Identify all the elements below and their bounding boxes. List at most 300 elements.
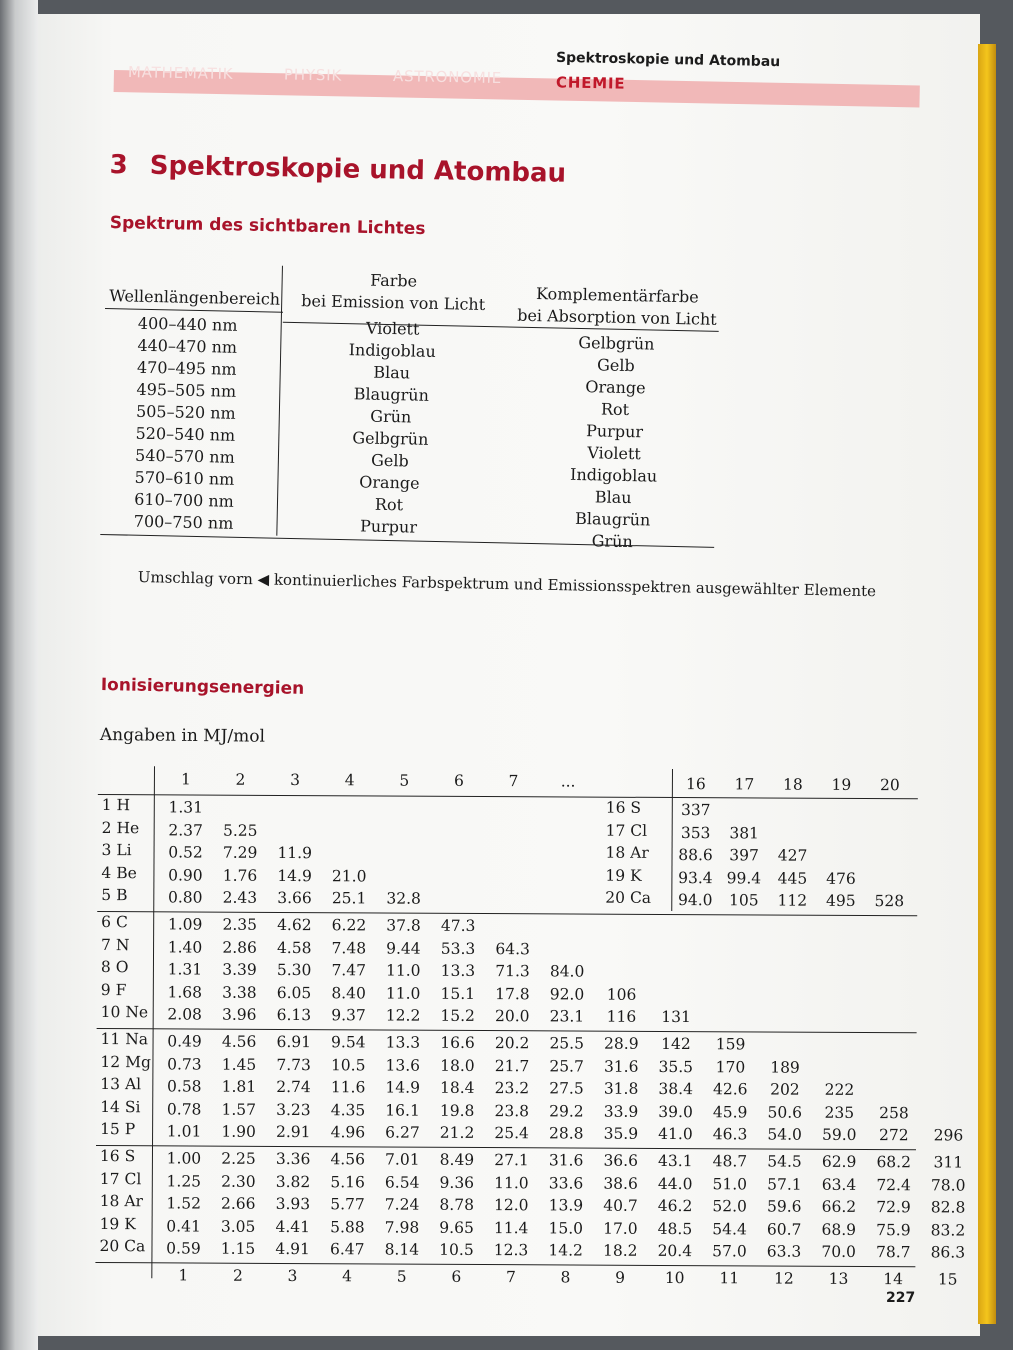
energy-value: 60.7 xyxy=(766,1220,802,1239)
energy-value: 3.93 xyxy=(275,1195,311,1214)
tab-astronomie: ASTRONOMIE xyxy=(392,66,503,88)
absorption-column xyxy=(502,330,727,555)
element-label: 15 P xyxy=(100,1120,136,1139)
energy-value: 4.41 xyxy=(275,1217,311,1236)
energy-value: 37.8 xyxy=(386,916,421,935)
energy-value: 5.25 xyxy=(222,821,258,840)
energy-value: 54.5 xyxy=(767,1152,802,1171)
energy-value: 20.4 xyxy=(657,1242,693,1261)
header-rule xyxy=(98,794,918,800)
energy-value: 2.86 xyxy=(222,938,257,957)
header-emission-line2: bei Emission von Licht xyxy=(301,291,486,314)
energy-value: 528 xyxy=(874,892,905,911)
energy-value: 0.41 xyxy=(166,1217,201,1236)
energy-value: 11.0 xyxy=(386,961,421,980)
column-header: 7 xyxy=(508,772,519,791)
energy-value: 72.4 xyxy=(876,1175,911,1194)
absorption-color-cell: Gelb xyxy=(596,355,635,376)
absorption-color-cell: Purpur xyxy=(585,421,644,442)
energy-value: 38.6 xyxy=(603,1174,638,1193)
book-gutter xyxy=(0,0,38,1350)
units-note: Angaben in MJ/mol xyxy=(99,725,266,747)
energy-value: 11.0 xyxy=(494,1173,529,1192)
element-label: 10 Ne xyxy=(100,1003,149,1022)
energy-value: 20.0 xyxy=(494,1007,530,1026)
energy-value: 3.82 xyxy=(275,1172,311,1191)
tab-chemie: CHEMIE xyxy=(555,73,626,93)
energy-value: 272 xyxy=(879,1126,909,1145)
energy-value: 9.54 xyxy=(331,1033,366,1052)
element-label: 8 O xyxy=(100,958,129,977)
energy-value: 2.74 xyxy=(276,1078,311,1097)
absorption-color-cell: Indigoblau xyxy=(569,464,658,486)
energy-value: 3.23 xyxy=(276,1100,311,1119)
energy-value: 21.2 xyxy=(439,1124,475,1143)
energy-value: 235 xyxy=(824,1103,855,1122)
energy-value: 25.5 xyxy=(549,1034,585,1053)
energy-value: 6.54 xyxy=(384,1173,420,1192)
column-footer: 13 xyxy=(828,1269,849,1288)
wavelength-cell: 400–440 nm xyxy=(137,313,238,335)
element-label: 11 Na xyxy=(100,1030,149,1049)
column-header: 6 xyxy=(453,771,464,790)
energy-value: 381 xyxy=(729,823,760,843)
energy-value: 62.9 xyxy=(821,1152,857,1171)
energy-value: 6.13 xyxy=(276,1006,312,1025)
energy-value: 3.38 xyxy=(222,983,257,1002)
column-footer: 2 xyxy=(232,1266,243,1285)
energy-value: 83.2 xyxy=(930,1221,966,1240)
energy-value: 2.35 xyxy=(222,915,258,934)
energy-value: 397 xyxy=(729,846,759,865)
element-label: 16 S xyxy=(605,798,642,817)
energy-value: 0.73 xyxy=(167,1054,202,1074)
energy-value: 105 xyxy=(728,891,759,910)
emission-color-cell: Purpur xyxy=(359,516,418,537)
energy-value: 33.6 xyxy=(548,1173,584,1193)
energy-value: 0.59 xyxy=(166,1239,201,1258)
energy-value: 0.90 xyxy=(168,866,203,885)
energy-value: 112 xyxy=(777,891,808,911)
energy-value: 311 xyxy=(933,1153,964,1172)
header-emission xyxy=(295,268,492,316)
spectrum-table xyxy=(98,262,724,565)
energy-value: 11.0 xyxy=(385,984,421,1003)
energy-value: 10.5 xyxy=(330,1055,366,1074)
energy-value: 222 xyxy=(824,1080,855,1100)
energy-value: 14.2 xyxy=(548,1241,583,1260)
energy-value: 337 xyxy=(680,801,711,820)
energy-value: 59.6 xyxy=(766,1197,802,1216)
wavelength-cell: 570–610 nm xyxy=(134,467,235,489)
element-label: 16 S xyxy=(99,1147,136,1166)
energy-value: 18.4 xyxy=(440,1078,475,1098)
energy-value: 20.2 xyxy=(494,1034,530,1053)
emission-color-cell: Blaugrün xyxy=(353,384,430,405)
energy-value: 31.6 xyxy=(603,1057,639,1076)
energy-value: 4.56 xyxy=(221,1032,257,1051)
column-footer: 11 xyxy=(719,1269,740,1288)
energy-value: 40.7 xyxy=(603,1196,638,1216)
energy-value: 63.4 xyxy=(821,1175,857,1194)
energy-value: 1.25 xyxy=(166,1171,202,1191)
energy-value: 13.9 xyxy=(548,1196,584,1215)
energy-value: 7.98 xyxy=(384,1218,420,1237)
emission-color-cell: Grün xyxy=(370,406,412,427)
energy-value: 0.58 xyxy=(167,1077,202,1096)
cross-reference: Umschlag vorn ◀ kontinuierliches Farbspektrum und Emissionsspektren ausgewählter Elemente xyxy=(137,568,877,601)
emission-color-cell: Blau xyxy=(373,362,411,383)
energy-value: 38.4 xyxy=(658,1080,694,1099)
energy-value: 48.7 xyxy=(712,1152,748,1171)
energy-value: 3.39 xyxy=(222,960,257,980)
wavelength-cell: 520–540 nm xyxy=(135,423,236,445)
energy-value: 78.7 xyxy=(875,1243,911,1262)
energy-value: 45.9 xyxy=(712,1103,748,1122)
emission-color-cell: Gelb xyxy=(370,450,409,471)
energy-value: 16.6 xyxy=(440,1033,475,1052)
energy-value: 2.66 xyxy=(220,1194,256,1214)
column-footer: 1 xyxy=(178,1266,189,1285)
element-label: 17 Cl xyxy=(605,821,648,840)
energy-value: 0.78 xyxy=(166,1100,202,1119)
element-label: 12 Mg xyxy=(100,1052,151,1071)
energy-value: 11.9 xyxy=(277,844,313,863)
energy-value: 44.0 xyxy=(657,1174,693,1193)
energy-value: 14.9 xyxy=(385,1078,421,1097)
wavelength-cell: 505–520 nm xyxy=(135,401,236,423)
energy-value: 47.3 xyxy=(440,916,476,935)
tab-physik: PHYSIK xyxy=(283,65,343,85)
energy-value: 6.47 xyxy=(329,1240,365,1259)
energy-value: 27.1 xyxy=(494,1151,529,1170)
energy-value: 8.78 xyxy=(439,1195,475,1215)
element-label: 5 B xyxy=(101,886,128,905)
energy-value: 1.76 xyxy=(222,866,258,885)
chapter-number: 3 xyxy=(109,150,129,181)
energy-value: 13.6 xyxy=(385,1056,421,1075)
energy-value: 35.9 xyxy=(603,1125,639,1144)
energy-value: 9.36 xyxy=(439,1173,475,1192)
column-header: 20 xyxy=(879,776,900,795)
energy-value: 33.9 xyxy=(603,1102,639,1121)
energy-value: 15.2 xyxy=(440,1007,475,1026)
energy-value: 43.1 xyxy=(658,1151,693,1171)
energy-value: 12.3 xyxy=(493,1241,529,1260)
section-heading-spectrum: Spektrum des sichtbaren Lichtes xyxy=(109,213,426,240)
right-block-divider xyxy=(671,769,673,911)
element-label: 7 N xyxy=(101,935,130,954)
energy-value: 35.5 xyxy=(658,1057,694,1076)
energy-value: 296 xyxy=(933,1126,964,1145)
column-footer: 9 xyxy=(615,1268,626,1287)
energy-value: 1.90 xyxy=(221,1123,256,1142)
energy-value: 3.36 xyxy=(275,1149,311,1169)
energy-value: 13.3 xyxy=(385,1033,421,1052)
absorption-color-cell: Orange xyxy=(585,377,646,398)
element-label: 14 Si xyxy=(100,1097,141,1117)
column-footer: 8 xyxy=(560,1268,571,1287)
energy-value: 7.48 xyxy=(331,938,367,957)
emission-color-cell: Rot xyxy=(374,494,404,515)
wavelength-cell: 540–570 nm xyxy=(134,445,235,467)
element-label: 18 Ar xyxy=(605,843,649,863)
column-footer: 15 xyxy=(937,1270,958,1289)
energy-value: 17.0 xyxy=(603,1219,638,1238)
energy-value: 2.30 xyxy=(221,1172,256,1191)
energy-value: 9.37 xyxy=(331,1006,366,1025)
energy-value: 84.0 xyxy=(549,962,585,981)
energy-value: 12.2 xyxy=(385,1006,421,1026)
energy-value: 86.3 xyxy=(930,1243,966,1262)
energy-value: 0.49 xyxy=(167,1032,202,1051)
energy-value: 3.66 xyxy=(277,889,312,908)
energy-value: 23.1 xyxy=(549,1007,585,1026)
energy-value: 23.2 xyxy=(494,1079,530,1098)
column-header: 16 xyxy=(685,775,706,794)
emission-color-cell: Indigoblau xyxy=(348,340,436,361)
energy-value: 57.1 xyxy=(767,1175,802,1194)
energy-value: 3.96 xyxy=(221,1006,257,1025)
energy-value: 41.0 xyxy=(658,1125,693,1144)
energy-value: 68.9 xyxy=(821,1220,857,1239)
wavelength-cell: 470–495 nm xyxy=(136,357,237,379)
energy-value: 106 xyxy=(606,985,637,1004)
energy-value: 2.08 xyxy=(167,1005,202,1024)
energy-value: 7.01 xyxy=(385,1150,420,1169)
energy-value: 4.56 xyxy=(330,1150,366,1169)
energy-value: 66.2 xyxy=(821,1197,857,1217)
energy-value: 3.05 xyxy=(220,1217,256,1236)
energy-value: 5.77 xyxy=(330,1195,365,1214)
column-footer: 6 xyxy=(451,1267,462,1286)
energy-value: 82.8 xyxy=(930,1198,966,1217)
energy-value: 57.0 xyxy=(712,1242,747,1261)
column-header: 1 xyxy=(180,770,191,789)
column-footer: 10 xyxy=(664,1268,685,1288)
column-footer: 7 xyxy=(505,1268,516,1287)
energy-value: 353 xyxy=(680,823,711,842)
absorption-color-cell: Blaugrün xyxy=(574,508,651,530)
energy-value: 11.6 xyxy=(330,1078,366,1097)
energy-value: 9.44 xyxy=(386,939,421,958)
energy-value: 476 xyxy=(826,869,856,888)
energy-value: 11.4 xyxy=(493,1218,529,1238)
energy-value: 4.91 xyxy=(275,1240,310,1259)
energy-value: 25.4 xyxy=(494,1124,529,1143)
energy-value: 25.1 xyxy=(331,889,367,908)
energy-value: 54.4 xyxy=(712,1220,747,1239)
energy-value: 88.6 xyxy=(678,846,713,865)
absorption-color-cell: Rot xyxy=(600,399,630,420)
energy-value: 16.1 xyxy=(385,1101,420,1120)
energy-value: 0.80 xyxy=(167,888,203,907)
energy-value: 159 xyxy=(715,1035,746,1054)
page-edge xyxy=(978,44,996,1324)
energy-value: 64.3 xyxy=(495,939,530,958)
energy-value: 1.40 xyxy=(167,937,203,957)
wavelength-cell: 440–470 nm xyxy=(137,335,238,357)
energy-value: 48.5 xyxy=(657,1219,693,1238)
absorption-color-cell: Violett xyxy=(587,443,642,464)
wavelength-cell: 495–505 nm xyxy=(136,379,237,401)
energy-value: 2.43 xyxy=(222,889,258,908)
element-label: 19 K xyxy=(605,866,642,885)
energy-value: 52.0 xyxy=(712,1197,747,1216)
energy-value: 495 xyxy=(825,892,856,911)
energy-value: 28.9 xyxy=(604,1034,639,1053)
energy-value: 2.91 xyxy=(275,1123,311,1142)
column-header: 2 xyxy=(235,770,246,789)
energy-value: 6.05 xyxy=(276,983,312,1002)
energy-value: 5.88 xyxy=(330,1218,365,1237)
energy-value: 4.96 xyxy=(330,1123,366,1142)
energy-value: 1.00 xyxy=(166,1149,202,1168)
energy-value: 92.0 xyxy=(549,985,585,1004)
element-label: 9 F xyxy=(100,980,127,999)
element-label: 20 Ca xyxy=(99,1237,146,1256)
energy-value: 42.6 xyxy=(713,1080,748,1099)
energy-value: 7.24 xyxy=(384,1195,420,1214)
energy-value: 31.6 xyxy=(548,1151,584,1170)
header-emission-line1: Farbe xyxy=(370,270,418,291)
energy-value: 1.52 xyxy=(166,1194,202,1213)
energy-value: 9.65 xyxy=(439,1218,474,1237)
element-label: 3 Li xyxy=(101,841,132,860)
column-footer: 4 xyxy=(342,1267,353,1286)
energy-value: 12.0 xyxy=(493,1196,529,1215)
energy-value: 445 xyxy=(777,869,808,888)
column-header: 17 xyxy=(734,775,755,794)
energy-value: 6.91 xyxy=(276,1032,312,1052)
energy-value: 131 xyxy=(661,1008,691,1027)
energy-value: 23.8 xyxy=(494,1101,530,1121)
element-label: 13 Al xyxy=(100,1075,142,1094)
energy-value: 4.35 xyxy=(330,1101,366,1120)
energy-value: 1.15 xyxy=(220,1240,256,1259)
energy-value: 50.6 xyxy=(767,1103,803,1122)
column-header: 4 xyxy=(344,771,355,790)
energy-value: 1.31 xyxy=(168,798,204,817)
energy-value: 94.0 xyxy=(677,891,713,910)
energy-value: 4.58 xyxy=(276,938,312,957)
energy-value: 2.37 xyxy=(168,820,203,840)
energy-value: 36.6 xyxy=(603,1151,639,1170)
header-absorption-line2: bei Absorption von Licht xyxy=(517,305,717,329)
column-footer: 14 xyxy=(883,1270,904,1289)
column-footer: 3 xyxy=(287,1266,298,1286)
energy-value: 54.0 xyxy=(767,1125,802,1145)
energy-value: 116 xyxy=(606,1008,637,1027)
energy-value: 14.9 xyxy=(277,866,312,885)
energy-value: 28.8 xyxy=(548,1124,584,1143)
emission-color-cell: Gelbgrün xyxy=(352,428,429,449)
energy-value: 18.2 xyxy=(602,1242,638,1261)
header-absorption xyxy=(507,282,728,331)
label-column-divider xyxy=(151,766,155,1278)
emission-color-cell: Violett xyxy=(365,318,420,339)
energy-value: 27.5 xyxy=(549,1079,584,1098)
energy-value: 46.2 xyxy=(657,1197,693,1216)
energy-value: 6.22 xyxy=(331,916,367,935)
chapter-title-text: Spektroskopie und Atombau xyxy=(149,150,567,189)
energy-value: 1.81 xyxy=(221,1077,257,1097)
element-label: 18 Ar xyxy=(99,1192,144,1211)
energy-value: 13.3 xyxy=(440,961,476,981)
element-label: 6 C xyxy=(101,913,128,932)
energy-value: 6.27 xyxy=(385,1123,420,1143)
page-number: 227 xyxy=(886,1290,916,1306)
ionization-table xyxy=(95,766,966,1290)
emission-color-cell: Orange xyxy=(359,472,420,493)
energy-value: 7.29 xyxy=(222,843,258,863)
energy-value: 1.09 xyxy=(167,915,203,934)
energy-value: 63.3 xyxy=(766,1242,802,1262)
energy-value: 1.31 xyxy=(167,960,203,979)
wavelength-cell: 610–700 nm xyxy=(134,489,235,511)
energy-value: 1.45 xyxy=(221,1055,257,1074)
energy-value: 31.8 xyxy=(603,1079,639,1099)
energy-value: 189 xyxy=(770,1058,800,1077)
energy-value: 25.7 xyxy=(549,1056,584,1076)
energy-value: 72.9 xyxy=(876,1198,911,1217)
energy-value: 68.2 xyxy=(876,1153,912,1172)
energy-value: 53.3 xyxy=(440,939,476,958)
energy-value: 32.8 xyxy=(386,889,421,909)
energy-value: 202 xyxy=(770,1080,800,1099)
running-head: Spektroskopie und Atombau xyxy=(555,49,781,71)
emission-column xyxy=(288,316,493,540)
tab-mathematik: MATHEMATIK xyxy=(127,62,234,84)
element-label: 19 K xyxy=(99,1214,136,1234)
element-label: 17 Cl xyxy=(99,1169,142,1188)
element-label: 2 He xyxy=(101,818,140,837)
energy-value: 19.8 xyxy=(439,1101,475,1120)
energy-value: 4.62 xyxy=(277,915,312,935)
energy-value: 17.8 xyxy=(495,984,530,1004)
energy-value: 10.5 xyxy=(439,1241,474,1260)
element-label: 20 Ca xyxy=(605,889,652,908)
absorption-color-cell: Grün xyxy=(591,531,633,552)
energy-value: 1.68 xyxy=(167,983,203,1002)
energy-value: 1.01 xyxy=(166,1122,202,1141)
energy-value: 5.16 xyxy=(330,1172,365,1191)
energy-value: 51.0 xyxy=(712,1174,748,1193)
energy-value: 59.0 xyxy=(821,1126,857,1145)
energy-value: 2.25 xyxy=(221,1149,256,1168)
energy-value: 75.9 xyxy=(876,1220,911,1240)
column-header: 19 xyxy=(831,775,852,794)
wavelength-cell: 700–750 nm xyxy=(133,511,234,533)
energy-value: 7.73 xyxy=(276,1055,311,1074)
energy-value: 93.4 xyxy=(678,868,713,888)
energy-value: 170 xyxy=(715,1057,746,1076)
header-absorption-line1: Komplementärfarbe xyxy=(535,284,699,307)
energy-value: 21.0 xyxy=(331,867,367,886)
absorption-color-cell: Blau xyxy=(594,487,632,508)
section-heading-ionization: Ionisierungsenergien xyxy=(100,675,305,699)
energy-value: 39.0 xyxy=(658,1102,693,1121)
element-label: 4 Be xyxy=(101,863,137,883)
energy-value: 258 xyxy=(879,1103,909,1123)
energy-value: 142 xyxy=(661,1034,691,1054)
energy-value: 7.47 xyxy=(331,961,367,980)
wavelength-column xyxy=(98,312,273,536)
energy-value: 21.7 xyxy=(494,1056,530,1075)
energy-value: 70.0 xyxy=(821,1243,856,1262)
column-footer: 12 xyxy=(773,1269,794,1288)
energy-value: 78.0 xyxy=(930,1175,966,1195)
